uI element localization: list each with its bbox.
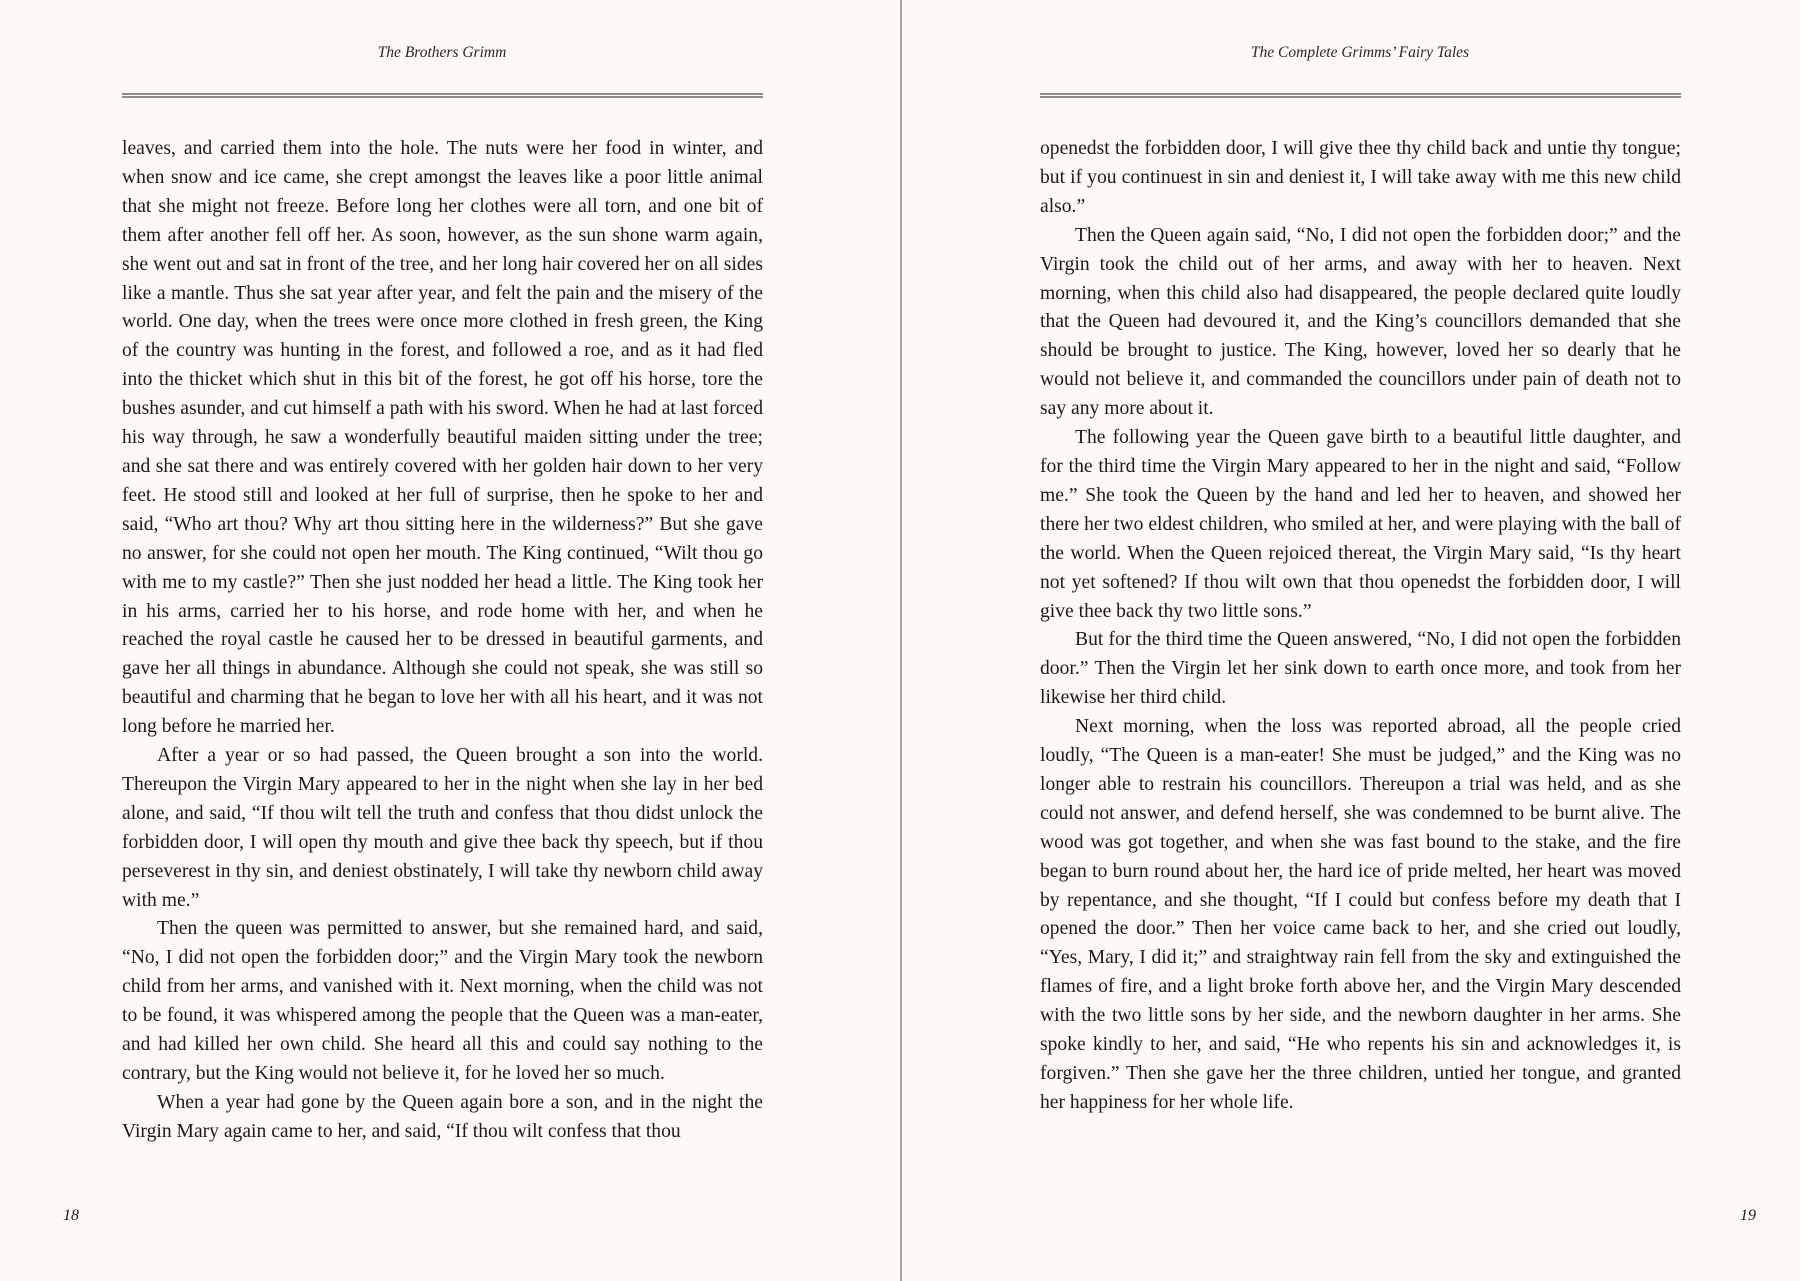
body-text — [1040, 135, 1681, 1118]
paragraph: Next morning, when the loss was reported abroad, all the people cried loudly, “The Queen is a man-eater! She must be judged,” and the King was no longer able to restrain his councillors. Thereupon a trial was held, and as she could not answer, and defend herself, she was condemned to be burnt alive. The wood was got together, and when she was fast bound to the stake, and the fire began to burn round about her, the hard ice of pride melted, her heart was moved by repentance, and she thought, “If I could but confess before my death that I opened the door.” Then her voice came back to her, and she cried out loudly, “Yes, Mary, I did it;” and straightway rain fell from the sky and extinguished the flames of fire, and a light broke forth above her, and the Virgin Mary descended with the two little sons by her side, and the newborn daughter in her arms. She spoke kindly to her, and said, “He who repents his sin and acknowledges it, is forgiven.” Then she gave her the three children, untied her tongue, and granted her happiness for her whole life. — [1040, 716, 1681, 1113]
paragraph: Then the Queen again said, “No, I did not open the forbidden door;” and the Virgin took the child out of her arms, and away with her to heaven. Next morning, when this child also had disappeared, the people declared quite loudly that the Queen had devoured it, and the King’s councillors demanded that she should be brought to justice. The King, however, loved her so dearly that he would not believe it, and commanded the councillors under pain of death not to say any more about it. — [1040, 224, 1681, 420]
page-number: 18 — [63, 1207, 79, 1224]
header-double-rule — [1040, 93, 1681, 98]
running-head-right: The Complete Grimms’ Fairy Tales — [1250, 44, 1470, 61]
paragraph: openedst the forbidden door, I will give thee thy child back and untie thy tongue; but if you continuest in sin and deniest it, I will take away with me this new child also.” — [1040, 138, 1681, 217]
paragraph: After a year or so had passed, the Queen brought a son into the world. Thereupon the Virgin Mary appeared to her in the night when she lay in her bed alone, and said, “If thou wilt tell the truth and confess that thou didst unlock the forbidden door, I will open thy mouth and give thee back thy speech, but if thou perseverest in thy sin, and deniest obstinately, I will take thy newborn child away with me.” — [122, 745, 763, 911]
running-head-left: The Brothers Grimm — [377, 44, 507, 61]
paragraph: Then the queen was permitted to answer, but she remained hard, and said, “No, I did not open the forbidden door;” and the Virgin Mary took the newborn child from her arms, and vanished with it. Next morning, when the child was not to be found, it was whispered among the people that the Queen was a man-eater, and had killed her own child. She heard all this and could say nothing to the contrary, but the King would not believe it, for he loved her so much. — [122, 918, 763, 1084]
paragraph: When a year had gone by the Queen again bore a son, and in the night the Virgin Mary again came to her, and said, “If thou wilt confess that thou — [122, 1091, 763, 1142]
paragraph: But for the third time the Queen answered, “No, I did not open the forbidden door.” Then the Virgin let her sink down to earth once more, and took from her likewise her third child. — [1040, 629, 1681, 709]
body-text — [122, 135, 763, 1147]
header-double-rule — [122, 93, 763, 98]
paragraph: The following year the Queen gave birth to a beautiful little daughter, and for the third time the Virgin Mary appeared to her in the night and said, “Follow me.” She took the Queen by the hand and led her to heaven, and showed her there her two eldest children, who smiled at her, and were playing with the ball of the world. When the Queen rejoiced thereat, the Virgin Mary said, “Is thy heart not yet softened? If thou wilt own that thou openedst the forbidden door, I will give thee back thy two little sons.” — [1040, 427, 1681, 622]
right-page — [902, 0, 1800, 1281]
page-number: 19 — [1740, 1207, 1756, 1224]
paragraph: leaves, and carried them into the hole. The nuts were her food in winter, and when snow and ice came, she crept amongst the leaves like a poor little animal that she might not freeze. Before long her clothes were all torn, and one bit of them after another fell off her. As soon, however, as the sun shone warm again, she went out and sat in front of the tree, and her long hair covered her on all sides like a mantle. Thus she sat year after year, and felt the pain and the misery of the world. One day, when the trees were once more clothed in fresh green, the King of the country was hunting in the forest, and followed a roe, and as it had fled into the thicket which shut in this bit of the forest, he got off his horse, tore the bushes asunder, and cut himself a path with his sword. When he had at last forced his way through, he saw a wonderfully beautiful maiden sitting under the tree; and she sat there and was entirely covered with her golden hair down to her very feet. He stood still and looked at her full of surprise, then he spoke to her and said, “Who art thou? Why art thou sitting here in the wilderness?” But she gave no answer, for she could not open her mouth. The King continued, “Wilt thou go with me to my castle?” Then she just nodded her head a little. The King took her in his arms, carried her to his horse, and rode home with her, and when he reached the royal castle he caused her to be dressed in beautiful garments, and gave her all things in abundance. Although she could not speak, she was still so beautiful and charming that he began to love her with all his heart, and it was not long before he married her. — [122, 138, 763, 738]
